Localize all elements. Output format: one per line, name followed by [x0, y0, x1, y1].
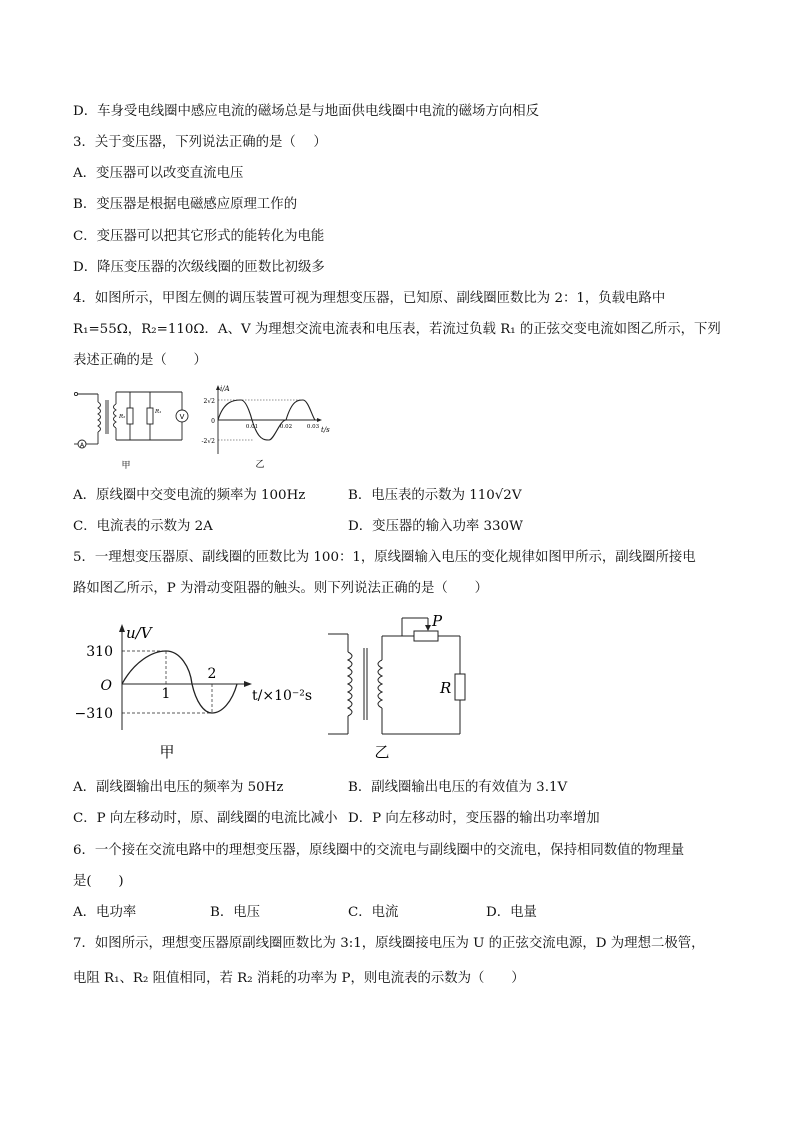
q5-option-d: D．P 向左移动时，变压器的输出功率增加: [348, 811, 600, 826]
q5-origin-label: O: [100, 678, 112, 694]
q5-stem-line2: 路如图乙所示，P 为滑动变阻器的触头。则下列说法正确的是（ ）: [73, 581, 488, 596]
q4-option-c: C．电流表的示数为 2A: [73, 519, 213, 534]
q4-tick-0-01: 0.01: [245, 424, 259, 430]
q5-y-bottom-label: −310: [74, 706, 113, 722]
q4-graph-yi: [216, 385, 322, 454]
q3-option-a: A．变压器可以改变直流电压: [73, 166, 244, 181]
q5-tick-1: 1: [161, 686, 171, 702]
q3-stem: 3．关于变压器，下列说法正确的是（ ）: [73, 135, 327, 150]
q6-stem-line2: 是( ): [73, 874, 124, 889]
q2-option-d: D．车身受电线圈中感应电流的磁场总是与地面供电线圈中电流的磁场方向相反: [73, 104, 540, 119]
q4-y-top-label: 2√2: [203, 398, 215, 405]
q4-tick-0-02: 0.02: [279, 424, 293, 430]
q6-option-b: B．电压: [210, 905, 261, 920]
q5-option-b: B．副线圈输出电压的有效值为 3.1V: [348, 780, 568, 795]
q6-option-a: A．电功率: [73, 905, 137, 920]
q5-r-label: R: [440, 679, 452, 697]
q4-y-zero-label: 0: [211, 418, 215, 425]
q5-option-a: A．副线圈输出电压的频率为 50Hz: [73, 780, 284, 795]
q5-figure: [72, 612, 472, 766]
q6-option-d: D．电量: [486, 905, 537, 920]
q5-x-axis-label: t/×10⁻²s: [252, 688, 313, 704]
q6-stem-line1: 6．一个接在交流电路中的理想变压器，原线圈中的交流电与副线圈中的交流电，保持相同数值的物理量: [73, 843, 685, 858]
q4-r1-label: R₁: [155, 409, 162, 415]
q4-ammeter-label: A: [79, 442, 85, 449]
q4-circuit-jia: [74, 392, 188, 448]
q3-option-d: D．降压变压器的次级线圈的匝数比初级多: [73, 260, 325, 275]
q4-stem-line3: 表述正确的是（ ）: [73, 353, 207, 368]
q4-option-b: B．电压表的示数为 110√2V: [348, 488, 522, 503]
q4-label-yi: 乙: [255, 460, 265, 470]
q5-tick-2: 2: [207, 666, 217, 682]
q3-option-c: C．变压器可以把其它形式的能转化为电能: [73, 229, 325, 244]
q4-x-axis-label: t/s: [321, 426, 330, 434]
q4-r2-label: R₂: [119, 414, 126, 420]
q4-y-bottom-label: -2√2: [201, 438, 215, 445]
q5-y-axis-label: [126, 624, 154, 642]
q5-p-label: P: [432, 612, 443, 630]
q3-option-b: B．变压器是根据电磁感应原理工作的: [73, 197, 298, 212]
q5-y-top-label: 310: [86, 644, 113, 660]
q4-y-axis-label: i/A: [220, 385, 230, 393]
q4-figure: [72, 382, 342, 474]
q4-stem-line1: 4．如图所示，甲图左侧的调压装置可视为理想变压器，已知原、副线圈匝数比为 2：1，负载电路中: [73, 291, 666, 306]
q4-stem-line2: R₁=55Ω，R₂=110Ω．A、V 为理想交流电流表和电压表，若流过负载 R₁ 的正弦交变电流如图乙所示，下列: [73, 322, 721, 337]
q5-stem-line1: 5．一理想变压器原、副线圈的匝数比为 100：1，原线圈输入电压的变化规律如图甲所示，副线圈所接电: [73, 550, 696, 565]
q5-option-c: C．P 向左移动时，原、副线圈的电流比减小: [73, 811, 338, 826]
q5-y-axis-text: u/V: [126, 624, 152, 642]
q5-label-yi: 乙: [374, 743, 390, 761]
q7-stem-line2: 电阻 R₁、R₂ 阻值相同，若 R₂ 消耗的功率为 P，则电流表的示数为（ ）: [73, 971, 525, 986]
q5-label-jia: 甲: [159, 743, 175, 761]
q5-circuit-yi: [328, 618, 465, 734]
q4-option-d: D．变压器的输入功率 330W: [348, 519, 523, 534]
q7-stem-line1: 7．如图所示，理想变压器原副线圈匝数比为 3:1，原线圈接电压为 U 的正弦交流电源，D 为理想二极管，: [73, 936, 705, 951]
q4-tick-0-03: 0.03: [306, 424, 320, 430]
q4-option-a: A．原线圈中交变电流的频率为 100Hz: [73, 488, 306, 503]
q4-label-jia: 甲: [121, 461, 131, 471]
q4-voltmeter-label: V: [179, 413, 185, 421]
q6-option-c: C．电流: [348, 905, 399, 920]
